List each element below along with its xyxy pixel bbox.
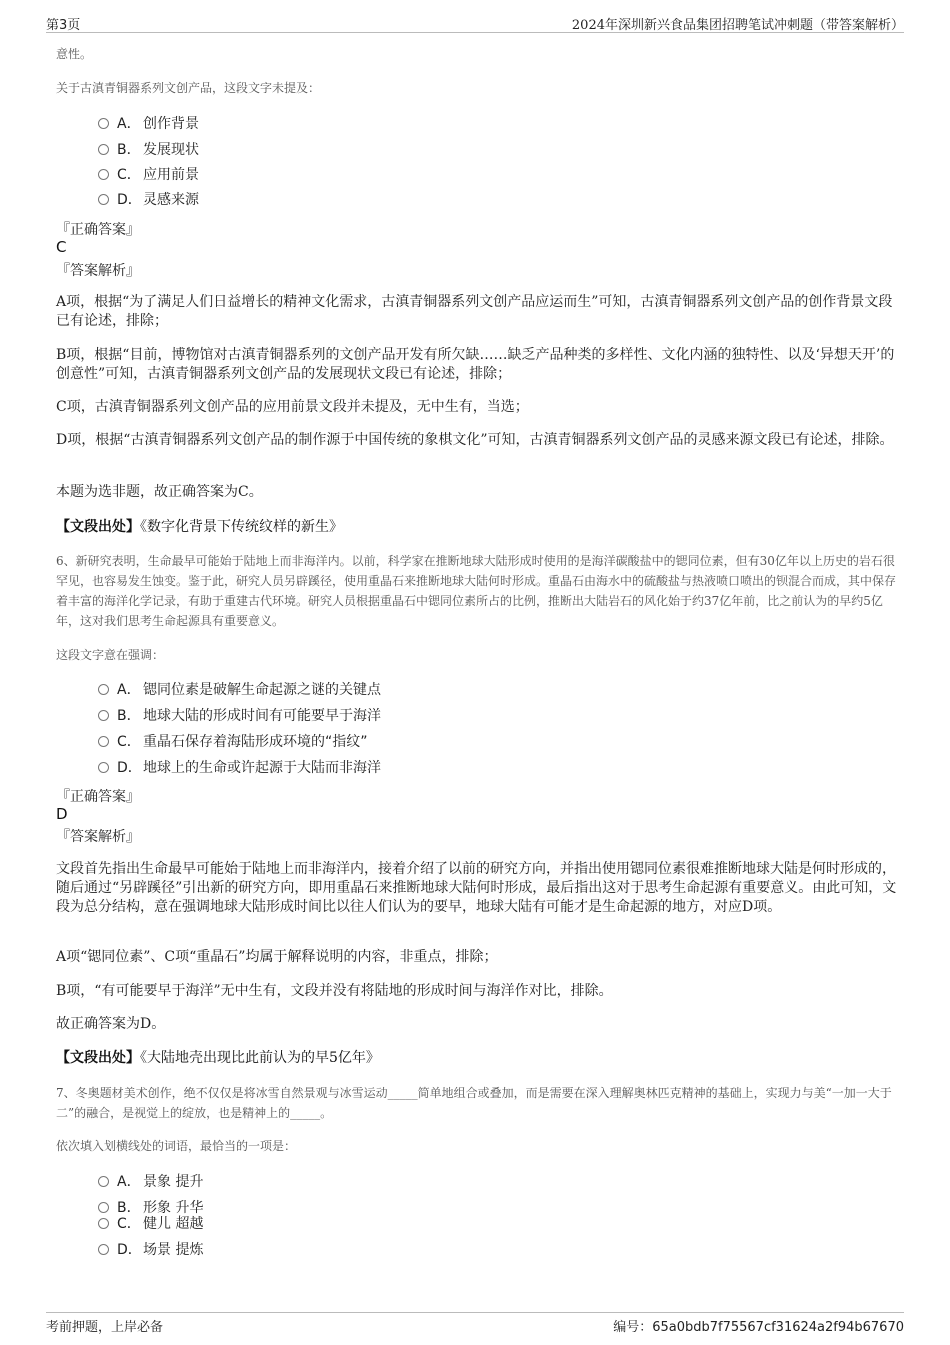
code-value: 65a0bdb7f75567cf31624a2f94b67670 [652,1320,904,1335]
radio-icon[interactable] [98,1202,109,1213]
source-title: 《数字化背景下传统纹样的新生》 [140,519,343,535]
q6-analysis-label: 『答案解析』 [56,829,140,845]
q7-prompt: 依次填入划横线处的词语，最恰当的一项是： [56,1139,297,1153]
q5-option-d[interactable]: D．灵感来源 [98,190,199,210]
page-header [46,14,904,33]
radio-icon[interactable] [98,194,109,205]
radio-icon[interactable] [98,1244,109,1255]
q5-source [56,516,343,536]
footer-slogan: 考前押题，上岸必备 [46,1320,164,1335]
radio-icon[interactable] [98,684,109,695]
q5-analysis-b: B项，根据“目前，博物馆对古滇青铜器系列的文创产品开发有所欠缺……缺乏产品种类的多样性、文化内涵的独特性、以及‘异想天开’的创意性”可知，古滇青铜器系列文创产品的发展现状文段已有论述，排除； [56,347,895,382]
q6-option-b[interactable]: B． 地球大陆的形成时间有可能要早于海洋 [98,706,381,726]
q6-stem: 6、新研究表明，生命最早可能始于陆地上而非海洋内。以前，科学家在推断地球大陆形成时使用的是海洋碳酸盐中的锶同位素，但有30亿年以上历史的岩石很罕见，也容易发生蚀变。鉴于此，研究人员另辟蹊径，使用重晶石来推断地球大陆何时形成。重晶石由海水中的硫酸盐与热液喷口喷出的钡混合而成，其中保存着丰富的海洋化学记录，有助于重建古代环境。研究人员根据重晶石中锶同位素所占的比例，推断出大陆岩石的风化始于约37亿年前，比之前认为的早约5亿年，这对我们思考生命起源具有重要意义。 [56,554,897,628]
q7-option-b[interactable]: B． 形象 升华 [98,1198,203,1218]
q7-option-d[interactable]: D．场景 提炼 [98,1240,203,1260]
source-label: 【文段出处】 [56,1050,140,1066]
q7-option-c[interactable]: C． 健儿 超越 [98,1214,203,1234]
q6-source [56,1047,380,1067]
radio-icon[interactable] [98,169,109,180]
q5-analysis-d: D项，根据“古滇青铜器系列文创产品的制作源于中国传统的象棋文化”可知，古滇青铜器系列文创产品的灵感来源文段已有论述，排除。 [56,432,894,448]
radio-icon[interactable] [98,762,109,773]
page-footer [46,1312,904,1333]
source-title: 《大陆地壳出现比此前认为的早5亿年》 [140,1050,380,1066]
q5-analysis-c: C项，古滇青铜器系列文创产品的应用前景文段并未提及，无中生有，当选； [56,399,529,415]
q6-option-c[interactable]: C． 重晶石保存着海陆形成环境的“指纹” [98,732,368,752]
source-label: 【文段出处】 [56,519,140,535]
q5-stem-tail: 意性。 [56,47,93,61]
q5-option-c[interactable]: C． 应用前景 [98,165,199,185]
q5-option-b[interactable]: B． 发展现状 [98,140,199,160]
q6-analysis-ac: A项“锶同位素”、C项“重晶石”均属于解释说明的内容，非重点，排除； [56,949,498,965]
page-number: 第3页 [46,18,81,33]
q6-analysis-b: B项，“有可能要早于海洋”无中生有，文段并没有将陆地的形成时间与海洋作对比，排除。 [56,983,613,999]
radio-icon[interactable] [98,736,109,747]
q5-answer-label: 『正确答案』 [56,222,140,238]
q6-option-a[interactable]: A． 锶同位素是破解生命起源之谜的关键点 [98,680,381,700]
radio-icon[interactable] [98,710,109,721]
q6-conclusion: 故正确答案为D。 [56,1016,166,1032]
q6-analysis-main: 文段首先指出生命最早可能始于陆地上而非海洋内，接着介绍了以前的研究方向，并指出使用锶同位素很难推断地球大陆是何时形成的，随后通过“另辟蹊径”引出新的研究方向，即用重晶石来推断地球大陆何时形成，最后指出这对于思考生命起源有重要意义。由此可知，文段为总分结构，意在强调地球大陆形成时间比以往人们认为的要早，地球大陆有可能才是生命起源的地方，对应D项。 [56,861,897,915]
q6-prompt: 这段文字意在强调： [56,648,165,662]
q6-option-d[interactable]: D．地球上的生命或许起源于大陆而非海洋 [98,758,381,778]
radio-icon[interactable] [98,1176,109,1187]
q6-answer-label: 『正确答案』 [56,789,140,805]
q5-prompt: 关于古滇青铜器系列文创产品，这段文字未提及： [56,81,321,95]
q5-analysis-a: A项，根据“为了满足人们日益增长的精神文化需求，古滇青铜器系列文创产品应运而生”可知，古滇青铜器系列文创产品的创作背景文段已有论述，排除； [56,294,893,329]
radio-icon[interactable] [98,1218,109,1229]
q5-option-a[interactable]: A． 创作背景 [98,114,199,134]
q5-answer: C [56,238,67,256]
q7-option-a[interactable]: A． 景象 提升 [98,1172,203,1192]
q5-analysis-label: 『答案解析』 [56,263,140,279]
q6-answer: D [56,805,68,823]
radio-icon[interactable] [98,118,109,129]
q7-stem: 7、冬奥题材美术创作，绝不仅仅是将冰雪自然景观与冰雪运动_____简单地组合或叠加，而是需要在深入理解奥林匹克精神的基础上，实现力与美“一加一大于二”的融合，是视觉上的绽放，也是精神上的_____。 [56,1086,892,1120]
code-label: 编号： [613,1320,653,1335]
document-title: 2024年深圳新兴食品集团招聘笔试冲刺题（带答案解析） [571,18,904,33]
radio-icon[interactable] [98,144,109,155]
q5-conclusion: 本题为选非题，故正确答案为C。 [56,484,263,500]
document-code [613,1316,904,1335]
